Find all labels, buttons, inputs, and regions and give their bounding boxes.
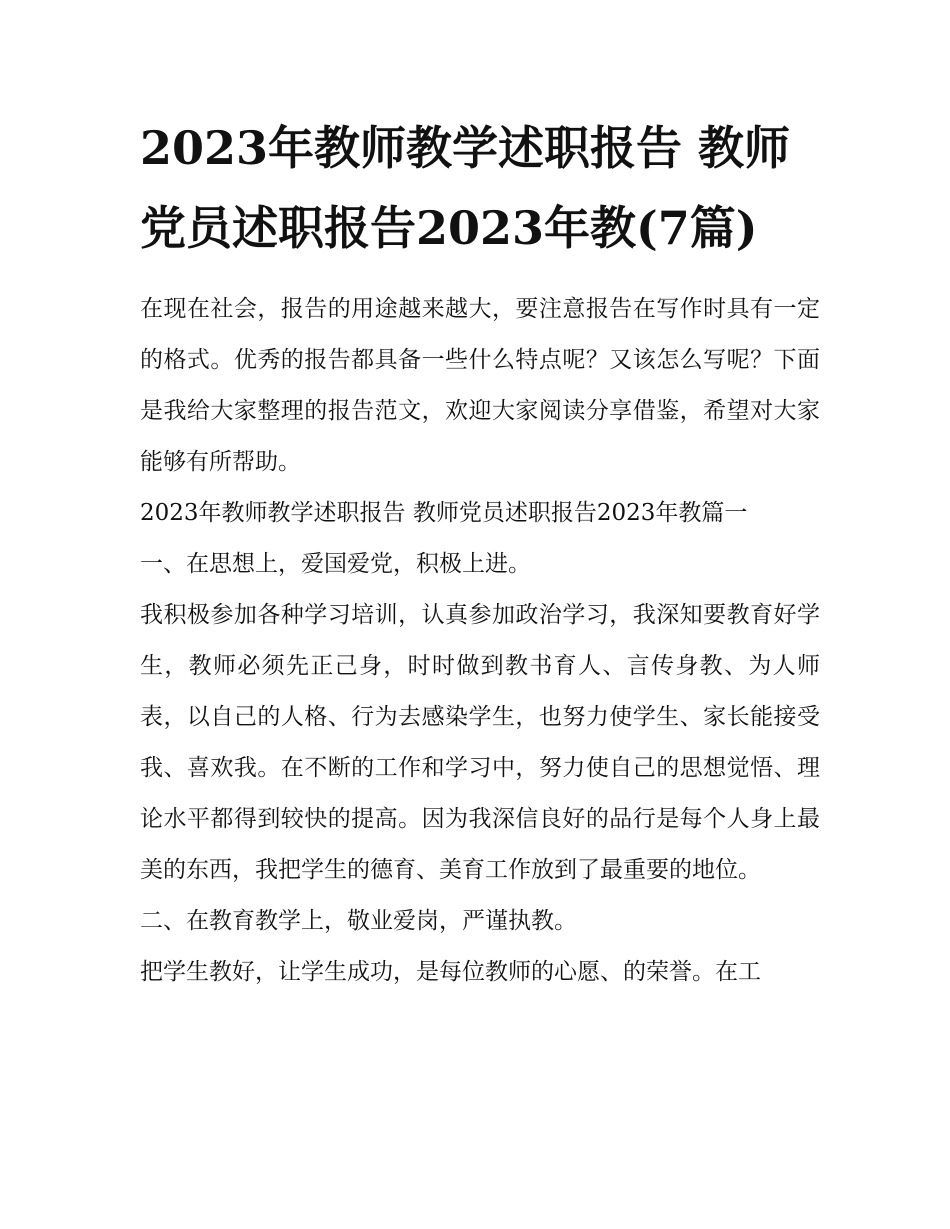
- document-title: 2023年教师教学述职报告 教师党员述职报告2023年教(7篇): [140, 121, 791, 255]
- subheading-teaching: 二、在教育教学上，敬业爱岗，严谨执教。: [140, 908, 577, 934]
- body-paragraph-continued: 把学生教好，让学生成功，是每位教师的心愿、的荣誉。在工: [140, 959, 761, 985]
- body-paragraph: 我积极参加各种学习培训，认真参加政治学习，我深知要教育好学生，教师必须先正己身，时时做到教书育人、言传身教、为人师表，以自己的人格、行为去感染学生，也努力使学生、家长能接受我、喜欢我。在不断的工作和学习中，努力使自己的思想觉悟、理论水平都得到较快的提高。因为我深信良好的品行是每个人身上最美的东西，我把学生的德育、美育工作放到了最重要的地位。: [140, 602, 820, 883]
- subheading-ideology: 一、在思想上，爱国爱党，积极上进。: [140, 551, 531, 577]
- section-heading: 2023年教师教学述职报告 教师党员述职报告2023年教篇一: [140, 500, 748, 526]
- intro-paragraph: 在现在社会，报告的用途越来越大，要注意报告在写作时具有一定的格式。优秀的报告都具备一些什么特点呢？又该怎么写呢？下面是我给大家整理的报告范文，欢迎大家阅读分享借鉴，希望对大家能够有所帮助。: [140, 296, 820, 475]
- document-page: [140, 108, 820, 998]
